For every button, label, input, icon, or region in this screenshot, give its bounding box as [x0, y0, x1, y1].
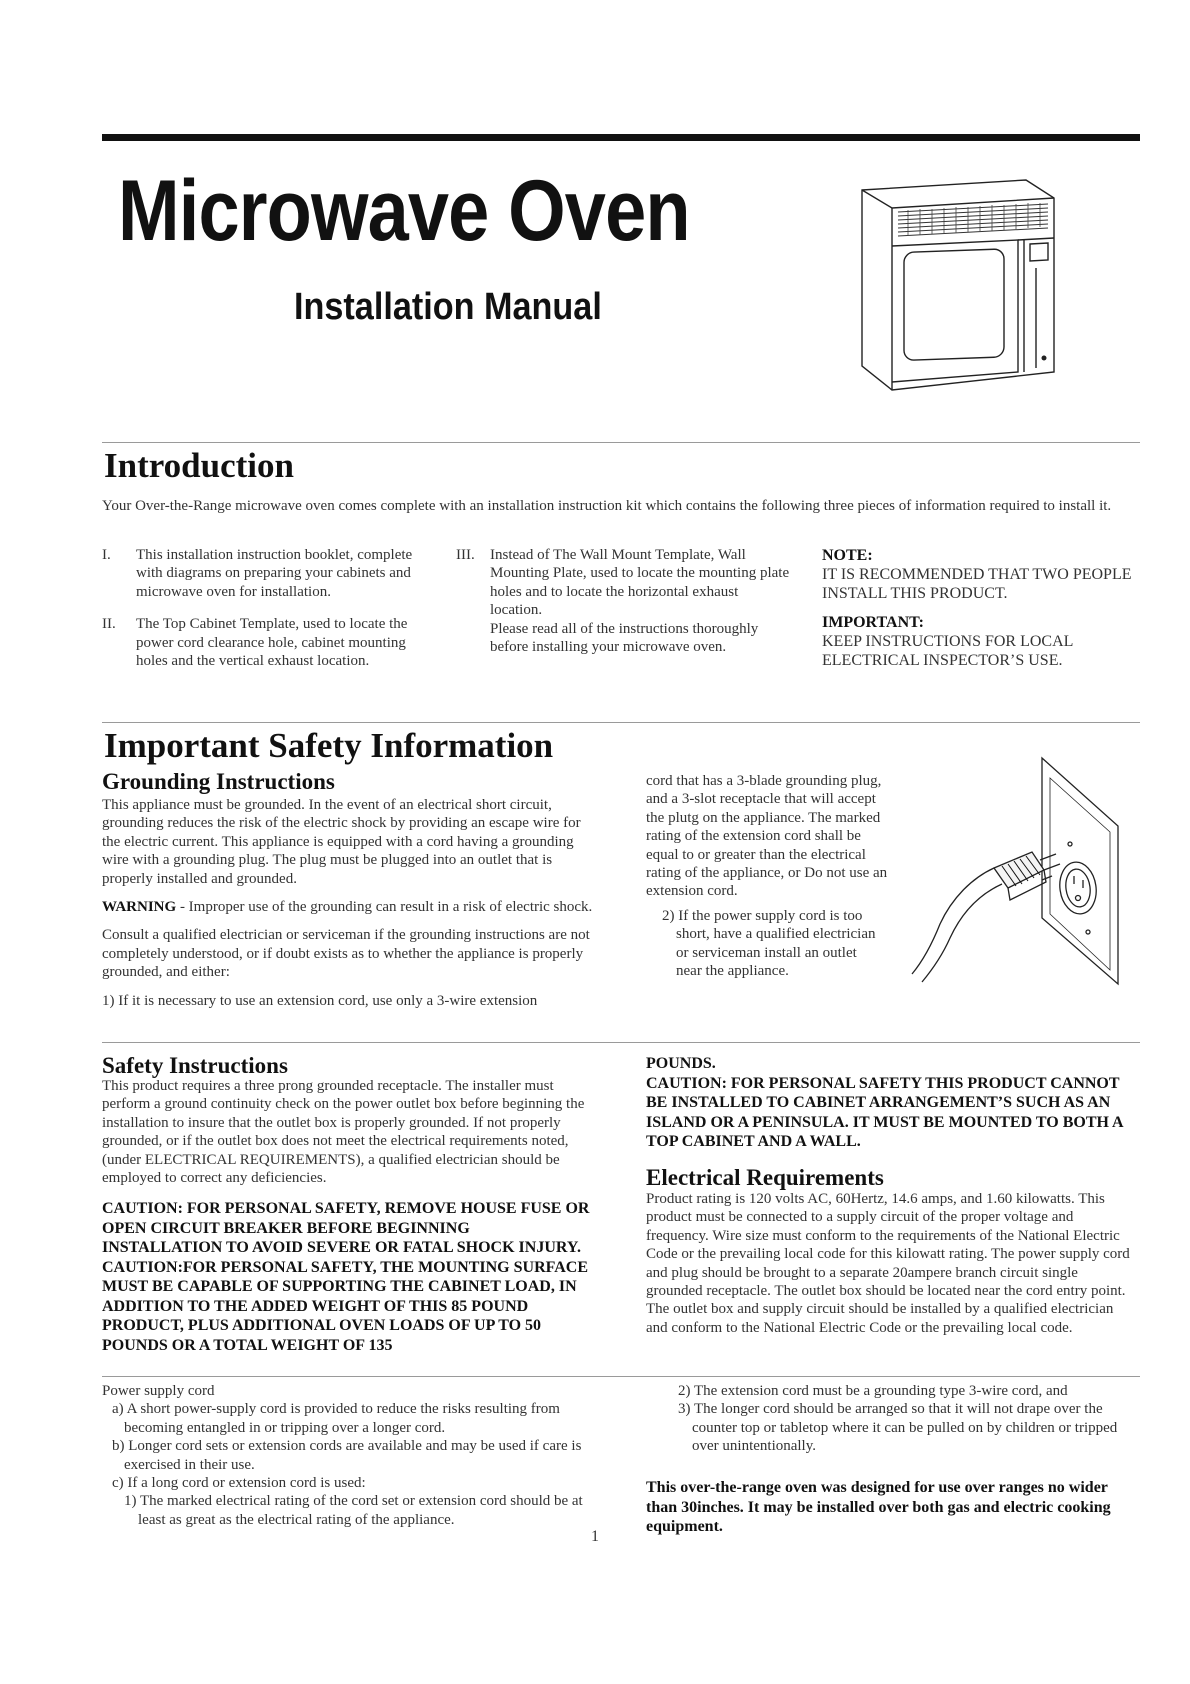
power-cord-item-c3: 3) The longer cord should be arranged so that it will not drape over the counter top or tabletop where it can be pulled on by children or tripped over unintentionally. — [678, 1401, 1118, 1455]
safety-instructions-paragraph: This product requires a three prong grounded receptacle. The installer must perform a ground continuity check on the power outlet box before beginning the installation to insure that the outlet box is properly grounded. If not properly grounded, or if the outlet box does not meet the electrical requirements noted, (under ELECTRICAL REQUIREMENTS), a qualified electrician should be employed to correct any deficiencies. — [102, 1078, 585, 1187]
short-cord-item: 2) If the power supply cord is too short, have a qualified electrician or serviceman install an outlet near the appliance. — [662, 908, 876, 980]
power-cord-item-b: b) Longer cord sets or extension cords are available and may be used if care is exercised in their use. — [112, 1438, 582, 1473]
grounding-warning — [102, 898, 594, 916]
list-item-number: II. — [102, 616, 116, 633]
power-cord-item-a: a) A short power-supply cord is provided to reduce the risks resulting from becoming entangled in or tripping over a longer cord. — [112, 1401, 560, 1436]
warning-text: - Improper use of the grounding can result in a risk of electric shock. — [176, 899, 593, 916]
introduction-heading: Introduction — [104, 446, 294, 485]
list-item-text: This installation instruction booklet, complete with diagrams on preparing your cabinets and microwave oven for installation. — [136, 547, 413, 600]
note-text: IT IS RECOMMENDED THAT TWO PEOPLE INSTALL THIS PRODUCT. — [822, 566, 1132, 602]
microwave-oven-illustration — [858, 176, 1058, 394]
page-number: 1 — [591, 1528, 599, 1545]
important-text: KEEP INSTRUCTIONS FOR LOCAL ELECTRICAL INSPECTOR’S USE. — [822, 633, 1073, 669]
safety-heading: Important Safety Information — [104, 726, 554, 765]
grounding-extension-item: 1) If it is necessary to use an extension cord, use only a 3-wire extension — [102, 992, 538, 1009]
section-divider — [102, 1042, 1140, 1043]
grounding-consult: Consult a qualified electrician or serviceman if the grounding instructions are not completely understood, or if doubt exists as to whether the appliance is properly grounded, and either: — [102, 927, 590, 981]
grounding-extension-continued: cord that has a 3-blade grounding plug, and a 3-slot receptacle that will accept the plutg on the appliance. The marked rating of the extension cord shall be equal to or greater than the electrical rating of the appliance, or Do not use an extension cord. — [646, 773, 888, 900]
safety-instructions-heading: Safety Instructions — [102, 1053, 288, 1078]
electrical-requirements-heading: Electrical Requirements — [646, 1165, 884, 1190]
caution-continued: POUNDS. — [646, 1055, 716, 1072]
grounding-right-item2 — [646, 907, 876, 981]
read-instructions-note: Please read all of the instructions thoroughly before installing your microwave oven. — [490, 620, 759, 656]
range-width-note: This over-the-range oven was designed for use over ranges no wider than 30inches. It may be installed over both gas and electric cooking equipment. — [646, 1479, 1111, 1535]
list-item-number: III. — [456, 547, 475, 563]
section-divider — [102, 442, 1140, 443]
introduction-lead: Your Over-the-Range microwave oven comes complete with an installation instruction kit which contains the following three pieces of information required to install it. — [102, 498, 1112, 514]
document-title: Microwave Oven — [118, 163, 690, 259]
introduction-list-left — [102, 546, 432, 670]
power-cord-item-c2: 2) The extension cord must be a grounding type 3-wire cord, and — [678, 1383, 1068, 1399]
list-item-text: The Top Cabinet Template, used to locate the power cord clearance hole, cabinet mounting holes and the vertical exhaust location. — [136, 616, 408, 670]
electrical-requirements-text: Product rating is 120 volts AC, 60Hertz, 14.6 amps, and 1.60 kilowatts. This product must be connected to a supply circuit of the proper voltage and frequency. Wire size must conform to the requirements of the National Electric Code or the prevailing local code for this kilowatt rating. The power supply cord and plug should be brought to a separate 20ampere branch circuit single grounded receptacle. The outlet box should be located near the cord entry point. The outlet box and supply circuit should be installed by a qualified electrician and conform to the National Electric Code or the prevailing local code. — [646, 1191, 1130, 1336]
list-item-text: Instead of The Wall Mount Template, Wall Mounting Plate, used to locate the mounting plate holes and to locate the horizontal exhaust location. — [490, 547, 790, 619]
list-item-number: I. — [102, 547, 111, 563]
list-item — [102, 546, 432, 601]
introduction-list-middle — [456, 546, 792, 656]
list-item — [456, 546, 792, 620]
top-rule — [102, 134, 1140, 141]
power-cord-item-c: c) If a long cord or extension cord is used: — [112, 1475, 366, 1492]
section-divider — [102, 1376, 1140, 1377]
note-label: NOTE: — [822, 547, 873, 564]
power-cord-item-c1: 1) The marked electrical rating of the cord set or extension cord should be at least as great as the electrical rating of the appliance. — [124, 1493, 583, 1528]
introduction-notes — [822, 546, 1134, 670]
document-subtitle: Installation Manual — [294, 286, 602, 328]
safety-instructions-right-column — [646, 1054, 1134, 1152]
safety-instructions-left-column — [102, 1077, 594, 1355]
caution-cabinet-arrangement: CAUTION: FOR PERSONAL SAFETY THIS PRODUCT CANNOT BE INSTALLED TO CABINET ARRANGEMENT’S SUCH AS AN ISLAND OR A PENINSULA. IT MUST BE MOUNTED TO BOTH A TOP CABINET AND A WALL. — [646, 1074, 1123, 1150]
important-label: IMPORTANT: — [822, 614, 924, 631]
list-item — [102, 615, 432, 670]
power-cord-heading: Power supply cord — [102, 1383, 215, 1399]
grounding-heading: Grounding Instructions — [102, 769, 335, 794]
grounding-paragraph: This appliance must be grounded. In the event of an electrical short circuit, grounding reduces the risk of the electric shock by providing an escape wire for the electric current. This appliance is equipped with a cord having a grounding wire with a grounding plug. The plug must be plugged into an outlet that is properly installed and grounded. — [102, 797, 581, 887]
power-cord-right-column — [662, 1382, 1134, 1456]
caution-house-fuse: CAUTION: FOR PERSONAL SAFETY, REMOVE HOUSE FUSE OR OPEN CIRCUIT BREAKER BEFORE BEGINNING INSTALLATION TO AVOID SEVERE OR FATAL SHOCK INJURY. CAUTION:FOR PERSONAL SAFETY, THE MOUNTING SURFACE MUST BE CAPABLE OF SUPPORTING THE CABINET LOAD, IN ADDITION TO THE ADDED WEIGHT OF THIS 85 POUND PRODUCT, PLUS ADDITIONAL OVEN LOADS OF UP TO 50 POUNDS OR A TOTAL WEIGHT OF 135 — [102, 1200, 590, 1354]
grounding-left-column — [102, 796, 594, 1010]
section-divider — [102, 722, 1140, 723]
power-cord-left-column — [102, 1382, 602, 1529]
warning-label: WARNING — [102, 899, 177, 916]
grounding-right-top — [646, 772, 1134, 901]
